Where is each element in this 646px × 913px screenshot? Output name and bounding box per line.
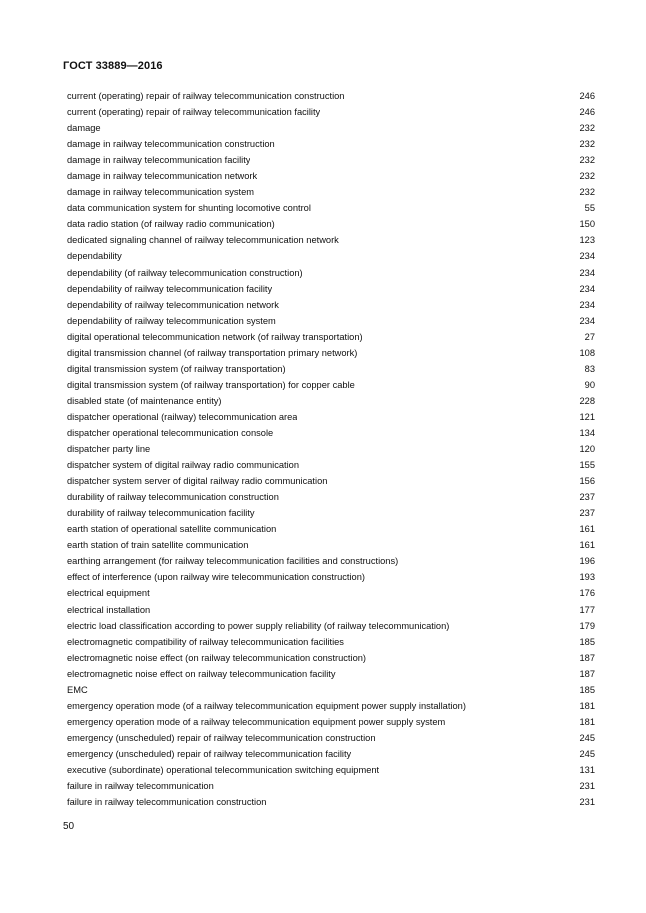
index-term: dependability of railway telecommunication facility bbox=[67, 283, 273, 294]
index-entry bbox=[67, 602, 595, 618]
index-entry bbox=[67, 634, 595, 650]
index-entry bbox=[67, 377, 595, 393]
index-page-ref: 55 bbox=[584, 203, 595, 214]
index-entry bbox=[67, 152, 595, 168]
index-term: durability of railway telecommunication facility bbox=[67, 508, 255, 519]
index-term: failure in railway telecommunication bbox=[67, 781, 214, 792]
index-term: damage in railway telecommunication facility bbox=[67, 155, 251, 166]
index-page-ref: 232 bbox=[579, 187, 595, 198]
index-page-ref: 228 bbox=[579, 395, 595, 406]
index-entry bbox=[67, 232, 595, 248]
index-entry bbox=[67, 569, 595, 585]
page-number: 50 bbox=[63, 821, 75, 832]
index-page-ref: 181 bbox=[579, 716, 595, 727]
index-entry bbox=[67, 521, 595, 537]
index-page-ref: 185 bbox=[579, 684, 595, 695]
index-term: damage in railway telecommunication construction bbox=[67, 139, 275, 150]
index-page-ref: 83 bbox=[584, 363, 595, 374]
index-entry bbox=[67, 393, 595, 409]
index-term: emergency operation mode of a railway telecommunication equipment power supply system bbox=[67, 716, 446, 727]
index-term: electromagnetic noise effect on railway telecommunication facility bbox=[67, 668, 336, 679]
index-term: damage in railway telecommunication system bbox=[67, 187, 255, 198]
term-index-list bbox=[67, 88, 595, 810]
index-page-ref: 237 bbox=[579, 508, 595, 519]
index-page-ref: 234 bbox=[579, 267, 595, 278]
index-entry bbox=[67, 136, 595, 152]
index-entry bbox=[67, 650, 595, 666]
index-entry bbox=[67, 265, 595, 281]
index-entry bbox=[67, 345, 595, 361]
index-entry bbox=[67, 216, 595, 232]
index-entry bbox=[67, 168, 595, 184]
index-entry bbox=[67, 248, 595, 264]
index-term: digital operational telecommunication network (of railway transportation) bbox=[67, 331, 363, 342]
index-page-ref: 234 bbox=[579, 251, 595, 262]
index-term: damage in railway telecommunication network bbox=[67, 171, 258, 182]
index-page-ref: 232 bbox=[579, 155, 595, 166]
index-term: executive (subordinate) operational telecommunication switching equipment bbox=[67, 764, 380, 775]
index-page-ref: 131 bbox=[579, 764, 595, 775]
index-page-ref: 134 bbox=[579, 427, 595, 438]
index-term: current (operating) repair of railway telecommunication facility bbox=[67, 107, 321, 118]
index-term: effect of interference (upon railway wire telecommunication construction) bbox=[67, 572, 365, 583]
index-entry bbox=[67, 585, 595, 601]
index-page-ref: 234 bbox=[579, 315, 595, 326]
index-term: dispatcher operational (railway) telecommunication area bbox=[67, 411, 298, 422]
index-term: digital transmission system (of railway transportation) for copper cable bbox=[67, 379, 355, 390]
index-page-ref: 120 bbox=[579, 444, 595, 455]
index-entry bbox=[67, 553, 595, 569]
index-page-ref: 245 bbox=[579, 748, 595, 759]
index-page-ref: 181 bbox=[579, 700, 595, 711]
index-entry bbox=[67, 778, 595, 794]
index-entry bbox=[67, 473, 595, 489]
index-entry bbox=[67, 489, 595, 505]
index-entry bbox=[67, 281, 595, 297]
index-entry bbox=[67, 505, 595, 521]
index-page-ref: 161 bbox=[579, 524, 595, 535]
index-term: dependability of railway telecommunication system bbox=[67, 315, 276, 326]
index-page-ref: 179 bbox=[579, 620, 595, 631]
index-term: damage bbox=[67, 123, 101, 134]
index-page-ref: 232 bbox=[579, 123, 595, 134]
index-entry bbox=[67, 313, 595, 329]
index-term: earth station of operational satellite communication bbox=[67, 524, 277, 535]
index-term: dependability of railway telecommunication network bbox=[67, 299, 279, 310]
index-entry bbox=[67, 88, 595, 104]
index-page-ref: 232 bbox=[579, 171, 595, 182]
index-term: disabled state (of maintenance entity) bbox=[67, 395, 222, 406]
index-entry bbox=[67, 409, 595, 425]
index-entry bbox=[67, 297, 595, 313]
index-page-ref: 150 bbox=[579, 219, 595, 230]
index-page-ref: 231 bbox=[579, 781, 595, 792]
index-term: dependability bbox=[67, 251, 122, 262]
index-page-ref: 121 bbox=[579, 411, 595, 422]
index-term: data communication system for shunting locomotive control bbox=[67, 203, 311, 214]
index-page-ref: 234 bbox=[579, 299, 595, 310]
index-entry bbox=[67, 682, 595, 698]
index-term: current (operating) repair of railway telecommunication construction bbox=[67, 91, 345, 101]
index-term: digital transmission channel (of railway transportation primary network) bbox=[67, 347, 358, 358]
index-page-ref: 245 bbox=[579, 732, 595, 743]
index-page-ref: 193 bbox=[579, 572, 595, 583]
index-term: dispatcher operational telecommunication console bbox=[67, 427, 274, 438]
index-page-ref: 108 bbox=[579, 347, 595, 358]
index-term: digital transmission system (of railway transportation) bbox=[67, 363, 286, 374]
index-entry bbox=[67, 425, 595, 441]
index-term: earthing arrangement (for railway telecommunication facilities and constructions) bbox=[67, 556, 399, 567]
index-page-ref: 246 bbox=[579, 91, 595, 101]
index-term: EMC bbox=[67, 684, 88, 695]
index-term: electrical equipment bbox=[67, 588, 150, 599]
index-entry bbox=[67, 618, 595, 634]
index-term: dedicated signaling channel of railway telecommunication network bbox=[67, 235, 339, 246]
index-entry bbox=[67, 329, 595, 345]
index-page-ref: 246 bbox=[579, 107, 595, 118]
index-page-ref: 187 bbox=[579, 668, 595, 679]
index-page-ref: 237 bbox=[579, 492, 595, 503]
index-entry bbox=[67, 441, 595, 457]
index-entry bbox=[67, 361, 595, 377]
index-page-ref: 90 bbox=[584, 379, 595, 390]
index-page-ref: 123 bbox=[579, 235, 595, 246]
index-term: electromagnetic compatibility of railway telecommunication facilities bbox=[67, 636, 344, 647]
index-page-ref: 155 bbox=[579, 460, 595, 471]
index-term: emergency (unscheduled) repair of railway telecommunication construction bbox=[67, 732, 376, 743]
index-page-ref: 231 bbox=[579, 797, 595, 808]
index-page-ref: 232 bbox=[579, 139, 595, 150]
index-term: emergency operation mode (of a railway telecommunication equipment power supply installation) bbox=[67, 700, 466, 711]
index-page-ref: 185 bbox=[579, 636, 595, 647]
index-term: durability of railway telecommunication construction bbox=[67, 492, 279, 503]
index-page-ref: 177 bbox=[579, 604, 595, 615]
index-page-ref: 161 bbox=[579, 540, 595, 551]
document-header: ГОСТ 33889—2016 bbox=[63, 60, 163, 72]
index-entry bbox=[67, 104, 595, 120]
index-term: earth station of train satellite communication bbox=[67, 540, 249, 551]
index-entry bbox=[67, 730, 595, 746]
index-page-ref: 156 bbox=[579, 476, 595, 487]
index-entry bbox=[67, 457, 595, 473]
index-entry bbox=[67, 762, 595, 778]
index-term: dependability (of railway telecommunication construction) bbox=[67, 267, 303, 278]
index-term: data radio station (of railway radio communication) bbox=[67, 219, 275, 230]
index-page-ref: 196 bbox=[579, 556, 595, 567]
index-term: dispatcher system server of digital railway radio communication bbox=[67, 476, 328, 487]
index-entry bbox=[67, 184, 595, 200]
index-entry bbox=[67, 698, 595, 714]
index-entry bbox=[67, 794, 595, 810]
index-page-ref: 187 bbox=[579, 652, 595, 663]
index-term: electric load classification according to power supply reliability (of railway telecommunication) bbox=[67, 620, 450, 631]
index-entry bbox=[67, 666, 595, 682]
index-page-ref: 176 bbox=[579, 588, 595, 599]
index-term: failure in railway telecommunication construction bbox=[67, 797, 267, 808]
index-term: electromagnetic noise effect (on railway telecommunication construction) bbox=[67, 652, 367, 663]
index-term: dispatcher system of digital railway radio communication bbox=[67, 460, 300, 471]
index-entry bbox=[67, 714, 595, 730]
index-page-ref: 234 bbox=[579, 283, 595, 294]
index-entry bbox=[67, 200, 595, 216]
index-term: emergency (unscheduled) repair of railway telecommunication facility bbox=[67, 748, 352, 759]
index-entry bbox=[67, 537, 595, 553]
index-page-ref: 27 bbox=[584, 331, 595, 342]
index-entry bbox=[67, 746, 595, 762]
index-entry bbox=[67, 120, 595, 136]
index-term: dispatcher party line bbox=[67, 444, 151, 455]
index-term: electrical installation bbox=[67, 604, 151, 615]
